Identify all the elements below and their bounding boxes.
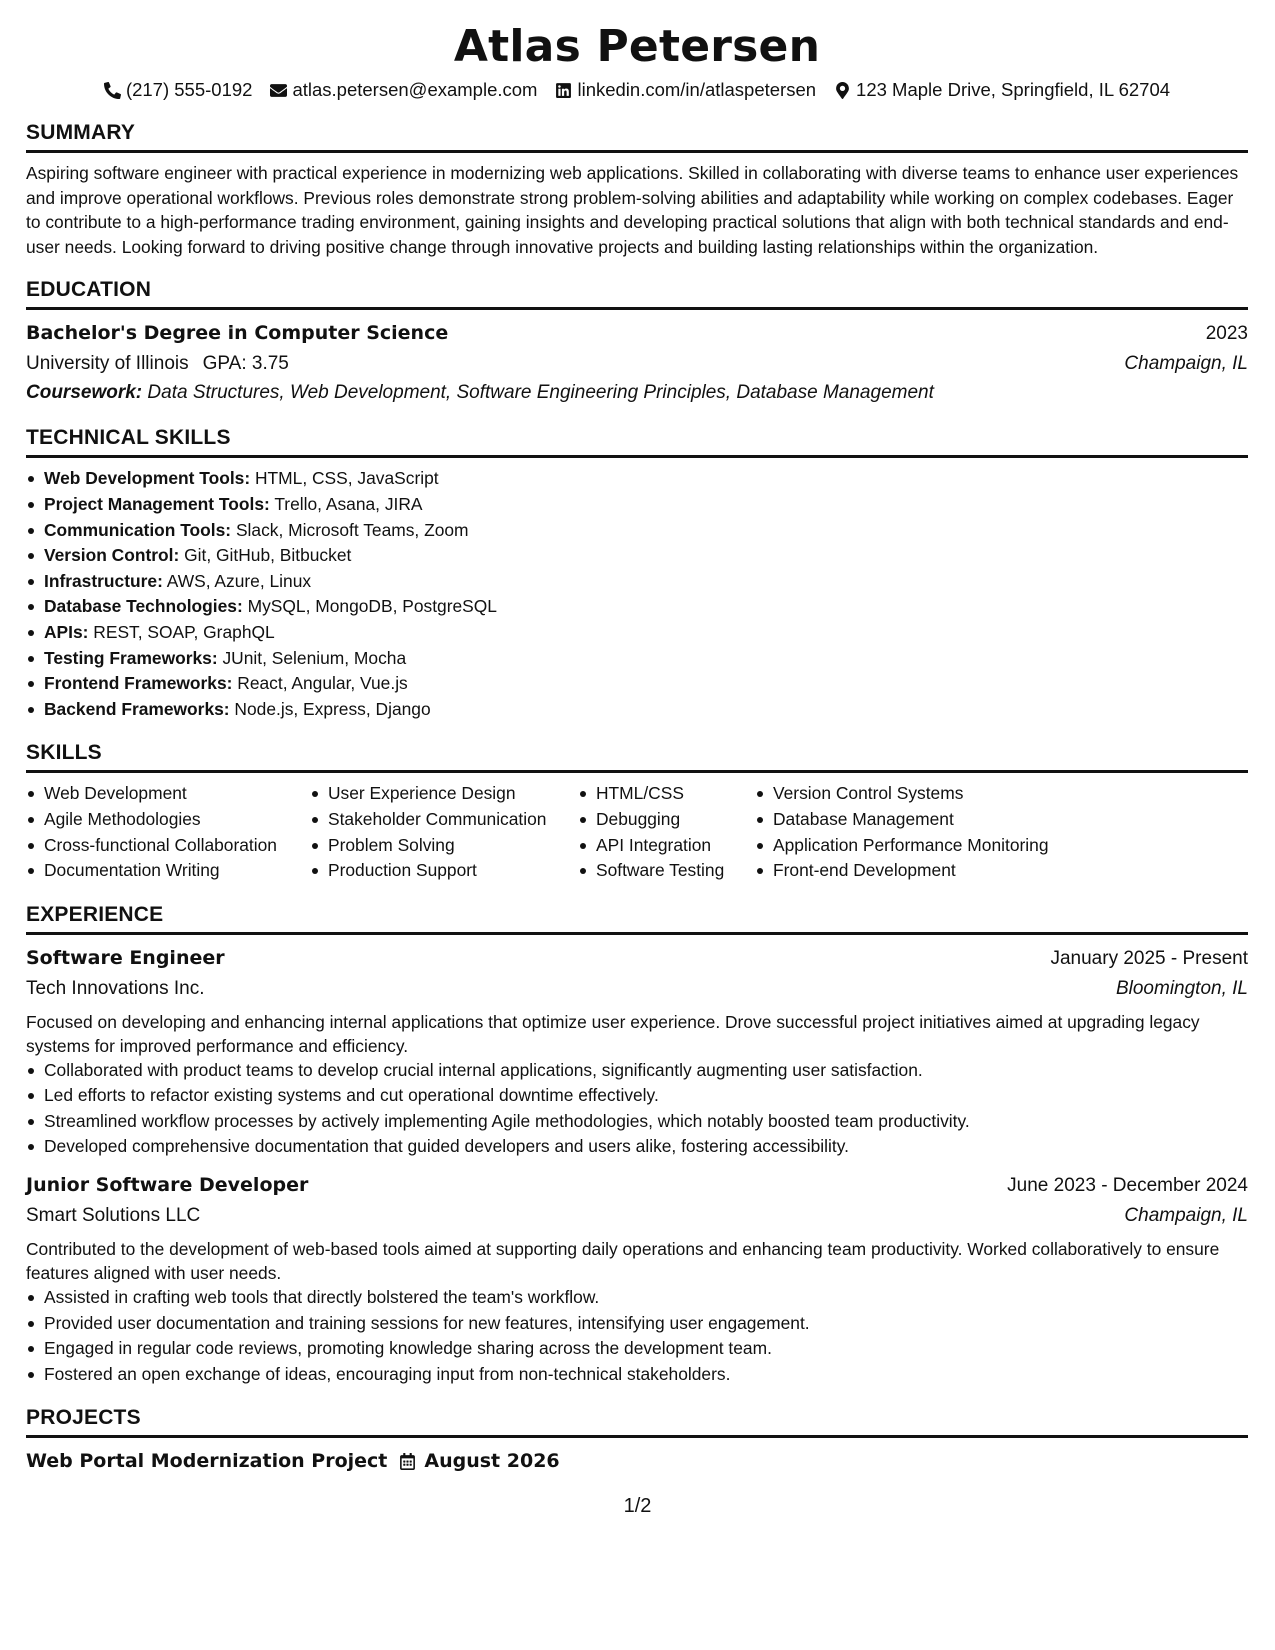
skills-column-3 (578, 781, 755, 883)
contact-phone[interactable] (104, 78, 253, 102)
list-item: API Integration (578, 833, 755, 859)
skill-values: JUnit, Selenium, Mocha (222, 647, 407, 668)
list-item (26, 492, 1248, 518)
school-name: University of Illinois (26, 353, 189, 375)
job-entry (26, 1170, 1248, 1387)
skill-values: AWS, Azure, Linux (166, 570, 312, 591)
list-item: Web Development (26, 781, 310, 807)
skills-column-4 (755, 781, 1135, 883)
list-item: HTML/CSS (578, 781, 755, 807)
experience-heading: EXPERIENCE (26, 902, 1248, 935)
summary-text: Aspiring software engineer with practical experience in modernizing web applications. Skilled in collaborating with diverse teams to enhance user experiences and improve operational workflows. Previous roles demonstrate strong problem-solving abilities and adaptability while working on complex codebases. Eager to contribute to a high-performance trading environment, gaining insights and developing practical solutions that align with both technical standards and end-user needs. Looking forward to driving positive change through innovative projects and building lasting relationships within the organization. (26, 163, 1239, 257)
linkedin-icon (555, 82, 572, 99)
job-location: Bloomington, IL (1115, 977, 1248, 999)
education-heading: EDUCATION (26, 277, 1248, 310)
contact-bar (26, 78, 1248, 102)
education-row-2 (26, 349, 1248, 379)
skills-section (26, 740, 1248, 883)
project-date (399, 1446, 559, 1476)
job-title: Software Engineer (26, 946, 225, 969)
project-date-text: August 2026 (424, 1450, 560, 1473)
map-pin-icon (834, 82, 851, 99)
project-entry (26, 1446, 1248, 1476)
list-item (26, 543, 1248, 569)
list-item (26, 518, 1248, 544)
list-item: Application Performance Monitoring (755, 833, 1135, 859)
list-item: Engaged in regular code reviews, promoting knowledge sharing across the development team. (26, 1336, 1248, 1362)
summary-heading: SUMMARY (26, 120, 1248, 153)
page-number: 1/2 (623, 1495, 652, 1517)
job-header (26, 1170, 1248, 1201)
projects-section (26, 1405, 1248, 1476)
list-item: Fostered an open exchange of ideas, encouraging input from non-technical stakeholders. (26, 1362, 1248, 1388)
skill-category: Database Technologies: (44, 596, 243, 617)
list-item: Provided user documentation and training sessions for new features, intensifying user engagement. (26, 1311, 1248, 1337)
degree: Bachelor's Degree in Computer Science (26, 322, 449, 345)
skill-category: Testing Frameworks: (44, 647, 218, 668)
gpa: GPA: 3.75 (202, 353, 289, 375)
resume-page (26, 18, 1248, 1476)
list-item: Version Control Systems (755, 781, 1135, 807)
list-item (26, 569, 1248, 595)
skill-values: Slack, Microsoft Teams, Zoom (235, 519, 469, 540)
list-item: Led efforts to refactor existing systems and cut operational downtime effectively. (26, 1083, 1248, 1109)
coursework-list: Data Structures, Web Development, Software Engineering Principles, Database Management (147, 382, 934, 404)
skill-category: Frontend Frameworks: (44, 673, 233, 694)
job-bullets (26, 1058, 1248, 1160)
list-item: Problem Solving (310, 833, 578, 859)
phone-icon (104, 82, 121, 99)
calendar-icon (399, 1453, 416, 1470)
phone-text: (217) 555-0192 (125, 79, 253, 100)
skill-category: Backend Frameworks: (44, 698, 230, 719)
skills-heading: SKILLS (26, 740, 1248, 773)
list-item: Assisted in crafting web tools that directly bolstered the team's workflow. (26, 1285, 1248, 1311)
list-item: Documentation Writing (26, 858, 310, 884)
coursework-label: Coursework: (26, 382, 143, 404)
job-entry (26, 943, 1248, 1160)
skill-values: HTML, CSS, JavaScript (254, 468, 439, 489)
list-item: Cross-functional Collaboration (26, 833, 310, 859)
list-item: Database Management (755, 807, 1135, 833)
school-location: Champaign, IL (1124, 353, 1248, 375)
list-item: Agile Methodologies (26, 807, 310, 833)
skill-category: Version Control: (44, 545, 180, 566)
skill-values: Node.js, Express, Django (234, 698, 431, 719)
skill-values: Git, GitHub, Bitbucket (184, 545, 352, 566)
address-text: 123 Maple Drive, Springfield, IL 62704 (856, 79, 1171, 100)
list-item: Stakeholder Communication (310, 807, 578, 833)
envelope-icon (270, 82, 287, 99)
list-item (26, 620, 1248, 646)
job-subheader (26, 974, 1248, 1004)
linkedin-text: linkedin.com/in/atlaspetersen (577, 79, 817, 100)
job-dates: January 2025 - Present (1050, 947, 1248, 969)
skill-category: APIs: (44, 621, 89, 642)
contact-linkedin[interactable] (555, 78, 816, 102)
list-item: Debugging (578, 807, 755, 833)
list-item (26, 466, 1248, 492)
skill-category: Web Development Tools: (44, 468, 251, 489)
candidate-name: Atlas Petersen (453, 21, 821, 72)
technical-skills-heading: TECHNICAL SKILLS (26, 425, 1248, 458)
skill-category: Communication Tools: (44, 519, 232, 540)
skills-column-2 (310, 781, 578, 883)
list-item: Front-end Development (755, 858, 1135, 884)
list-item (26, 697, 1248, 723)
education-row-1 (26, 318, 1248, 349)
job-title: Junior Software Developer (26, 1174, 309, 1197)
company-name: Tech Innovations Inc. (26, 977, 205, 999)
skill-values: Trello, Asana, JIRA (274, 493, 423, 514)
projects-heading: PROJECTS (26, 1405, 1248, 1438)
contact-address (834, 78, 1170, 102)
list-item (26, 671, 1248, 697)
skill-values: MySQL, MongoDB, PostgreSQL (247, 596, 497, 617)
coursework (26, 379, 1248, 407)
email-text: atlas.petersen@example.com (292, 79, 538, 100)
skill-category: Project Management Tools: (44, 493, 270, 514)
job-subheader (26, 1201, 1248, 1231)
list-item: Software Testing (578, 858, 755, 884)
company-name: Smart Solutions LLC (26, 1205, 201, 1227)
project-name: Web Portal Modernization Project (26, 1450, 388, 1473)
job-location: Champaign, IL (1124, 1205, 1248, 1227)
experience-section (26, 902, 1248, 1388)
list-item: Collaborated with product teams to develop crucial internal applications, significantly augmenting user satisfaction. (26, 1058, 1248, 1084)
list-item (26, 646, 1248, 672)
job-dates: June 2023 - December 2024 (1007, 1175, 1248, 1197)
technical-skills-section (26, 425, 1248, 722)
skills-grid (26, 781, 1248, 883)
job-description: Focused on developing and enhancing internal applications that optimize user experience. Drove successful project initiatives aimed at upgrading legacy systems for improved performance and efficiency. (26, 1011, 1200, 1056)
list-item: User Experience Design (310, 781, 578, 807)
contact-email[interactable] (270, 78, 537, 102)
graduation-year: 2023 (1205, 323, 1248, 345)
job-description: Contributed to the development of web-based tools aimed at supporting daily operations and enhancing team productivity. Worked collaboratively to ensure features aligned with user needs. (26, 1239, 1220, 1284)
education-section (26, 277, 1248, 407)
list-item: Developed comprehensive documentation that guided developers and users alike, fostering accessibility. (26, 1134, 1248, 1160)
skill-values: React, Angular, Vue.js (237, 673, 408, 694)
summary-section (26, 120, 1248, 259)
skill-category: Infrastructure: (44, 570, 163, 591)
list-item (26, 594, 1248, 620)
school-info (26, 349, 289, 379)
list-item: Production Support (310, 858, 578, 884)
skill-values: REST, SOAP, GraphQL (93, 621, 275, 642)
job-bullets (26, 1285, 1248, 1387)
technical-skills-list (26, 466, 1248, 722)
list-item: Streamlined workflow processes by actively implementing Agile methodologies, which notably boosted team productivity. (26, 1109, 1248, 1135)
job-header (26, 943, 1248, 974)
skills-column-1 (26, 781, 310, 883)
